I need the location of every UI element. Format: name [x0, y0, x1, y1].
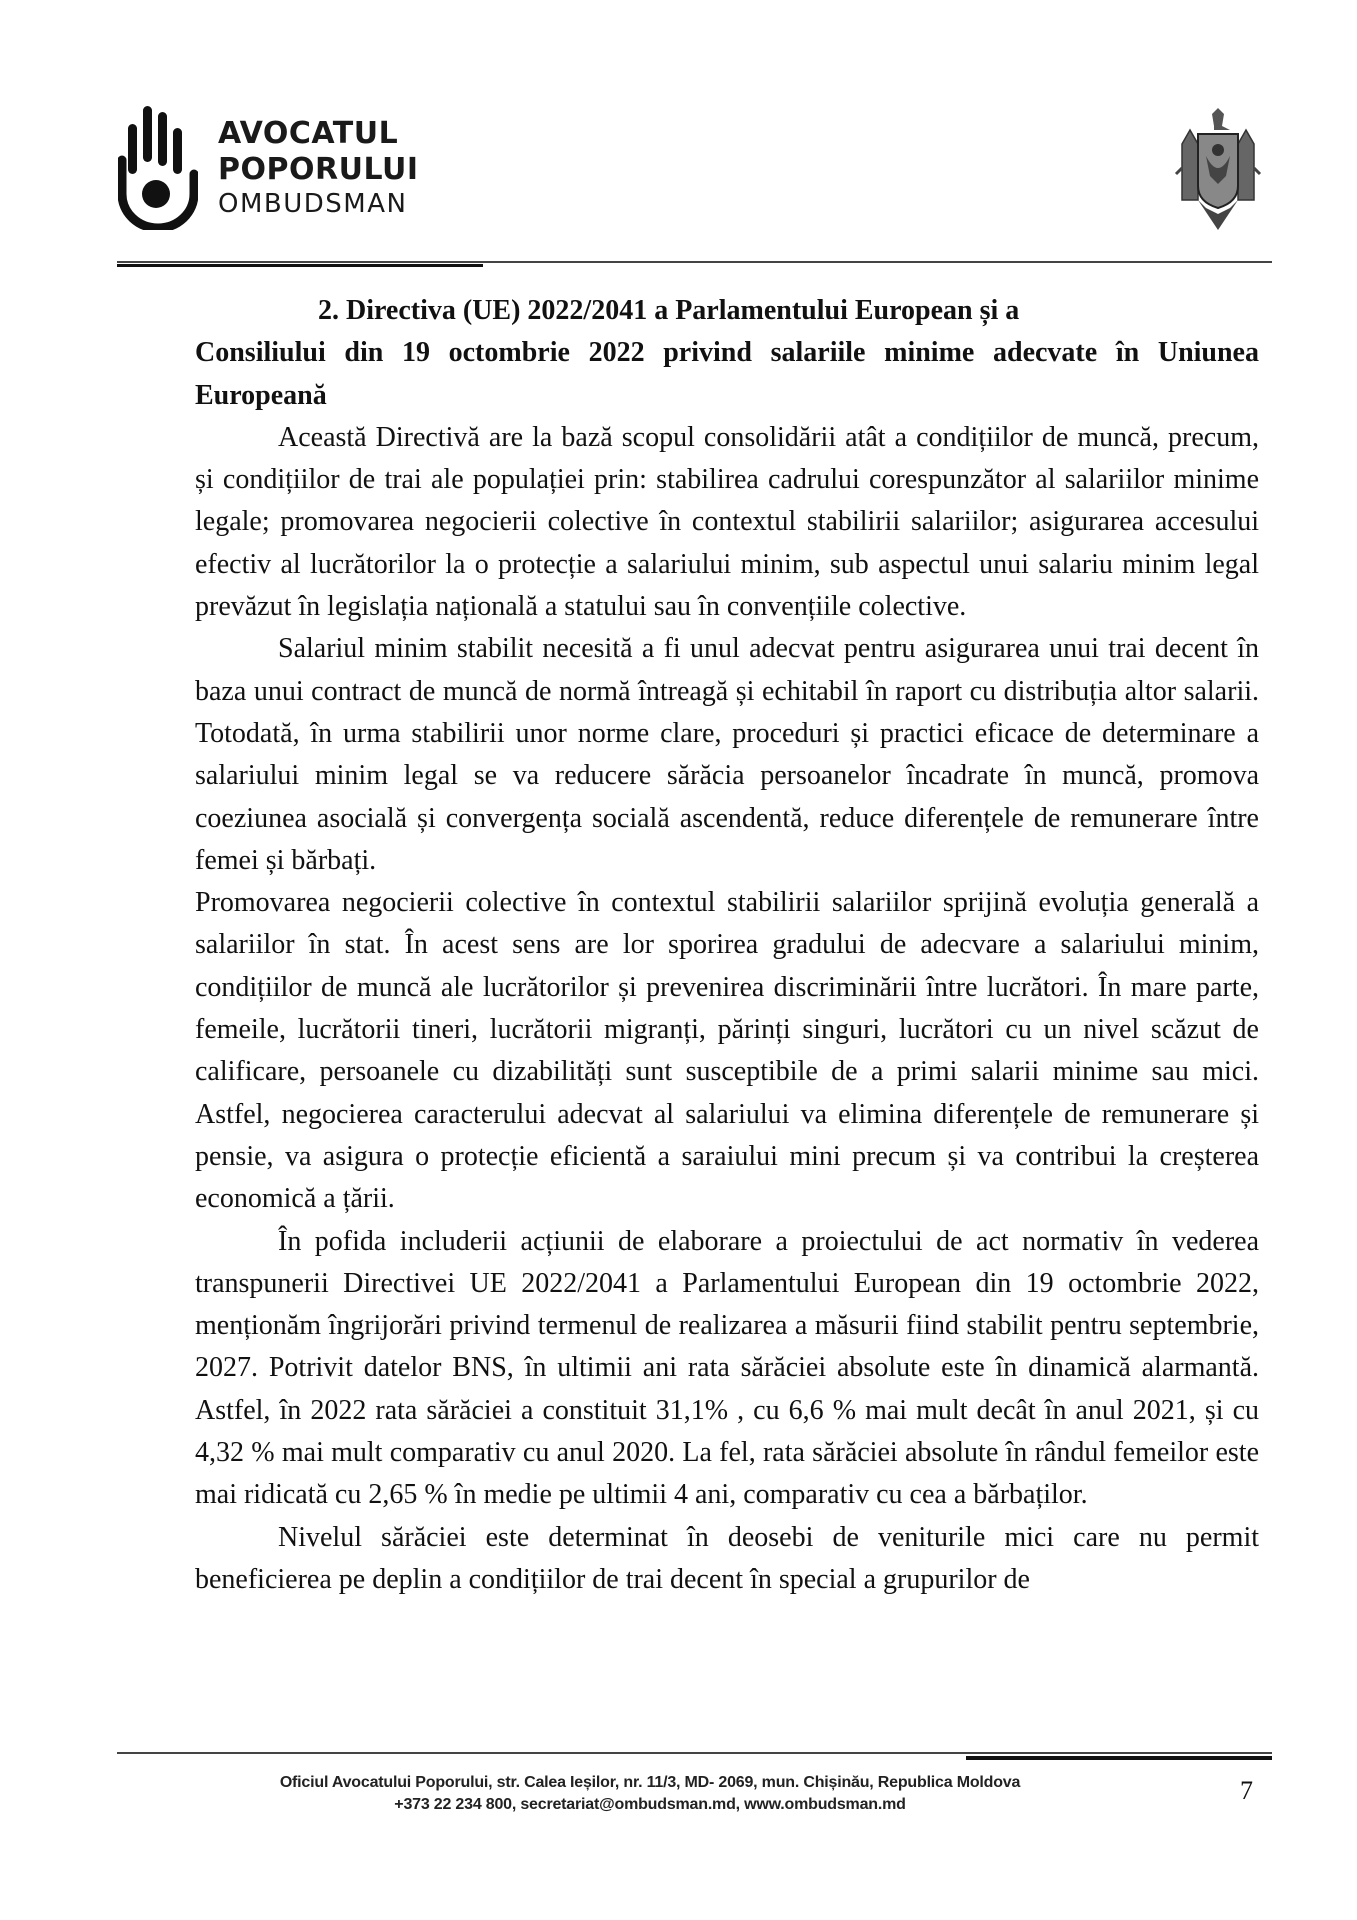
- logo-line-avocatul: AVOCATUL: [218, 116, 399, 151]
- logo-line-poporului: POPORULUI: [218, 152, 419, 187]
- logo-line-ombudsman: OMBUDSMAN: [218, 189, 408, 219]
- header-rule-thin: [117, 261, 1272, 263]
- ombudsman-logo: [118, 102, 428, 232]
- footer-rule-thick: [966, 1756, 1272, 1760]
- footer-rule-thin: [117, 1752, 1272, 1754]
- hand-with-circle-icon: [118, 102, 198, 230]
- paragraph-2: Salariul minim stabilit necesită a fi unul adecvat pentru asigurarea unui trai decent în baza unui contract de muncă de normă întreagă și echitabil în raport cu distribuția altor salarii. Totodată, în urma stabilirii unor norme clare, proceduri și practici eficace de determinare a salariului minim legal se va reducere sărăcia persoanelor încadrate în muncă, promova coeziunea asocială și convergența socială ascendentă, reduce diferențele de remunerare între femei și bărbați.: [195, 633, 1259, 876]
- paragraph-4: În pofida includerii acțiunii de elaborare a proiectului de act normativ în vederea transpunerii Directivei UE 2022/2041 a Parlamentului European din 19 octombrie 2022, menționăm îngrijorări privind termenul de realizarea a măsurii fiind stabilit pentru septembrie, 2027. Potrivit datelor BNS, în ultimii ani rata sărăciei absolute este în dinamică alarmantă. Astfel, în 2022 rata sărăciei a constituit 31,1% , cu 6,6 % mai mult decât în anul 2021, și cu 4,32 % mai mult comparativ cu anul 2020. La fel, rata sărăciei absolute în rândul femeilor este mai ridicată cu 2,65 % în medie pe ultimii 4 ani, comparativ cu cea a bărbaților.: [195, 1225, 1259, 1511]
- letterhead: [0, 0, 1357, 270]
- section-heading: 2. Directiva (UE) 2022/2041 a Parlamentului European și a: [318, 295, 1020, 326]
- section-heading-continued: Consiliului din 19 octombrie 2022 privind salariile minime adecvate în Uniunea Europeană: [195, 337, 1259, 411]
- document-body: [195, 290, 1259, 1601]
- footer-contact: [190, 1772, 1110, 1816]
- paragraph-1: Această Directivă are la bază scopul consolidării atât a condițiilor de muncă, precum, și condițiilor de trai ale populației prin: stabilirea cadrului corespunzător al salariilor minime legale; promovarea negocierii colective în contextul stabilirii salariilor; asigurarea accesului efectiv al lucrătorilor la o protecție a salariului minim, sub aspectul unui salariu minim legal prevăzut în legislația națională a statului sau în convențiile colective.: [195, 421, 1259, 623]
- logo-text: [218, 116, 419, 220]
- page-number: 7: [1240, 1776, 1253, 1805]
- footer-contacts: +373 22 234 800, secretariat@ombudsman.md, www.ombudsman.md: [394, 1796, 906, 1813]
- header-rule-thick: [117, 264, 483, 267]
- moldova-coat-of-arms-icon: [1168, 104, 1268, 234]
- paragraph-5: Nivelul sărăciei este determinat în deosebi de veniturile mici care nu permit beneficierea pe deplin a condițiilor de trai decent în special a grupurilor de: [195, 1521, 1259, 1595]
- paragraph-3: Promovarea negocierii colective în contextul stabilirii salariilor sprijină evoluția generală a salariilor în stat. În acest sens are lor sporirea gradului de adecvare a salariului minim, condițiilor de muncă ale lucrătorilor și prevenirea discriminării între lucrători. În mare parte, femeile, lucrătorii tineri, lucrătorii migranți, părinți singuri, lucrători cu un nivel scăzut de calificare, persoanele cu dizabilități sunt susceptibile de a primi salarii minime sau mici. Astfel, negocierea caracterului adecvat al salariului va elimina diferențele de remunerare și pensie, va asigura o protecție eficientă a saraiului mini precum și va contribui la creșterea economică a țării.: [195, 887, 1259, 1215]
- footer-address: Oficiul Avocatului Poporului, str. Calea Ieșilor, nr. 11/3, MD- 2069, mun. Chișinău, Republica Moldova: [279, 1774, 1021, 1791]
